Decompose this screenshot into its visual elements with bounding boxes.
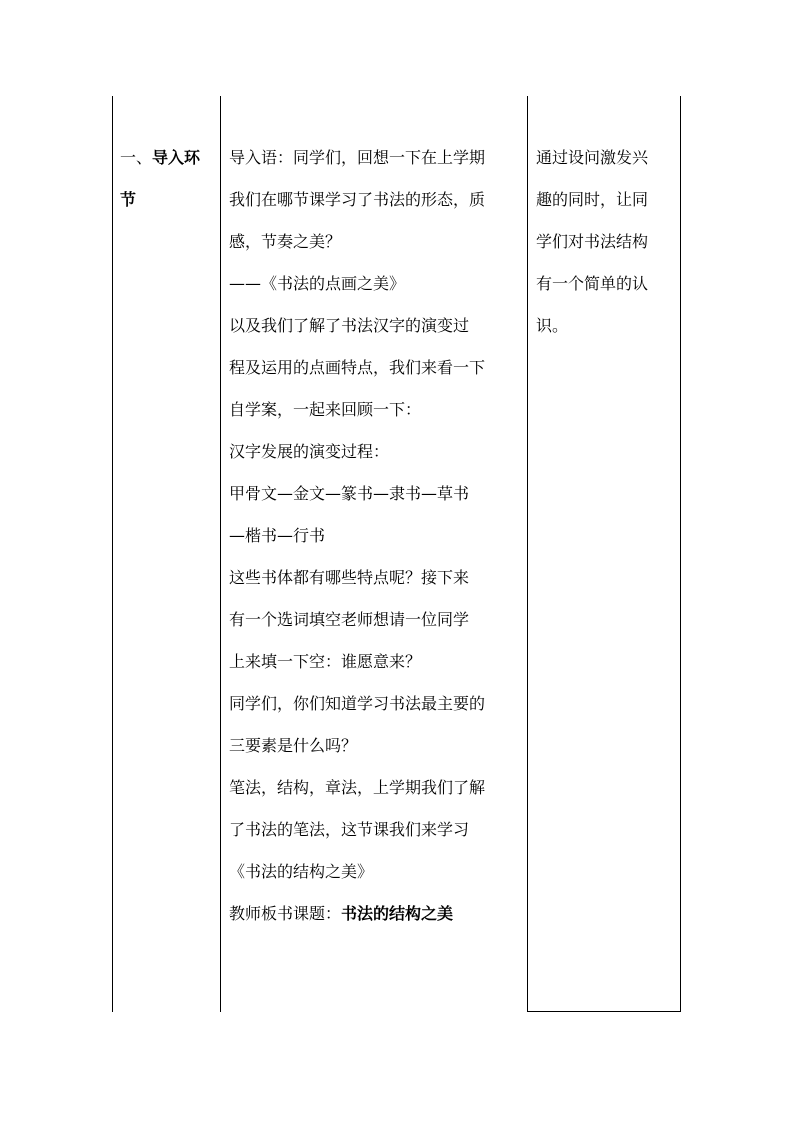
table-border-col2 xyxy=(527,96,528,1012)
intent-line: 通过设问激发兴 xyxy=(536,148,649,167)
content-line: 上来填一下空：谁愿意来？ xyxy=(229,652,422,671)
stage-cell xyxy=(120,137,218,221)
board-title: 书法的结构之美 xyxy=(341,904,454,923)
content-line: 程及运用的点画特点，我们来看一下 xyxy=(229,358,486,377)
intent-line: 学们对书法结构 xyxy=(536,232,649,251)
content-line: 有一个选词填空老师想请一位同学 xyxy=(229,610,470,629)
content-line: 笔法，结构，章法，上学期我们了解 xyxy=(229,778,486,797)
intent-line: 趣的同时，让同 xyxy=(536,190,649,209)
content-line: 同学们，你们知道学习书法最主要的 xyxy=(229,694,486,713)
content-line: 了书法的笔法，这节课我们来学习 xyxy=(229,820,470,839)
table-border-left xyxy=(112,96,113,1012)
content-line: —楷书—行书 xyxy=(229,526,326,545)
content-line: 汉字发展的演变过程： xyxy=(229,442,390,461)
content-line: 《书法的结构之美》 xyxy=(229,862,374,881)
stage-title-line1 xyxy=(120,137,218,179)
table-border-right xyxy=(680,96,681,1012)
content-line: 以及我们了解了书法汉字的演变过 xyxy=(229,316,470,335)
content-line: ——《书法的点画之美》 xyxy=(229,274,406,293)
table-border-bottom-intent xyxy=(527,1011,681,1012)
intent-line: 识。 xyxy=(536,316,569,335)
board-title-line xyxy=(229,893,525,935)
content-line: 我们在哪节课学习了书法的形态，质 xyxy=(229,190,486,209)
intent-cell xyxy=(536,137,678,347)
content-line: 感，节奏之美？ xyxy=(229,232,342,251)
table-border-col1 xyxy=(220,96,221,1012)
stage-number: 一、 xyxy=(120,148,153,167)
content-line: 三要素是什么吗？ xyxy=(229,736,358,755)
stage-title: 导入环 xyxy=(152,148,201,167)
content-line: 导入语：同学们，回想一下在上学期 xyxy=(229,148,486,167)
intent-line: 有一个简单的认 xyxy=(536,274,649,293)
content-line: 自学案，一起来回顾一下： xyxy=(229,400,422,419)
board-prefix: 教师板书课题： xyxy=(229,904,342,923)
content-line: 甲骨文—金文—篆书—隶书—草书 xyxy=(229,484,470,503)
stage-title-line2: 节 xyxy=(120,190,137,209)
content-line: 这些书体都有哪些特点呢？接下来 xyxy=(229,568,470,587)
content-cell xyxy=(229,137,525,935)
